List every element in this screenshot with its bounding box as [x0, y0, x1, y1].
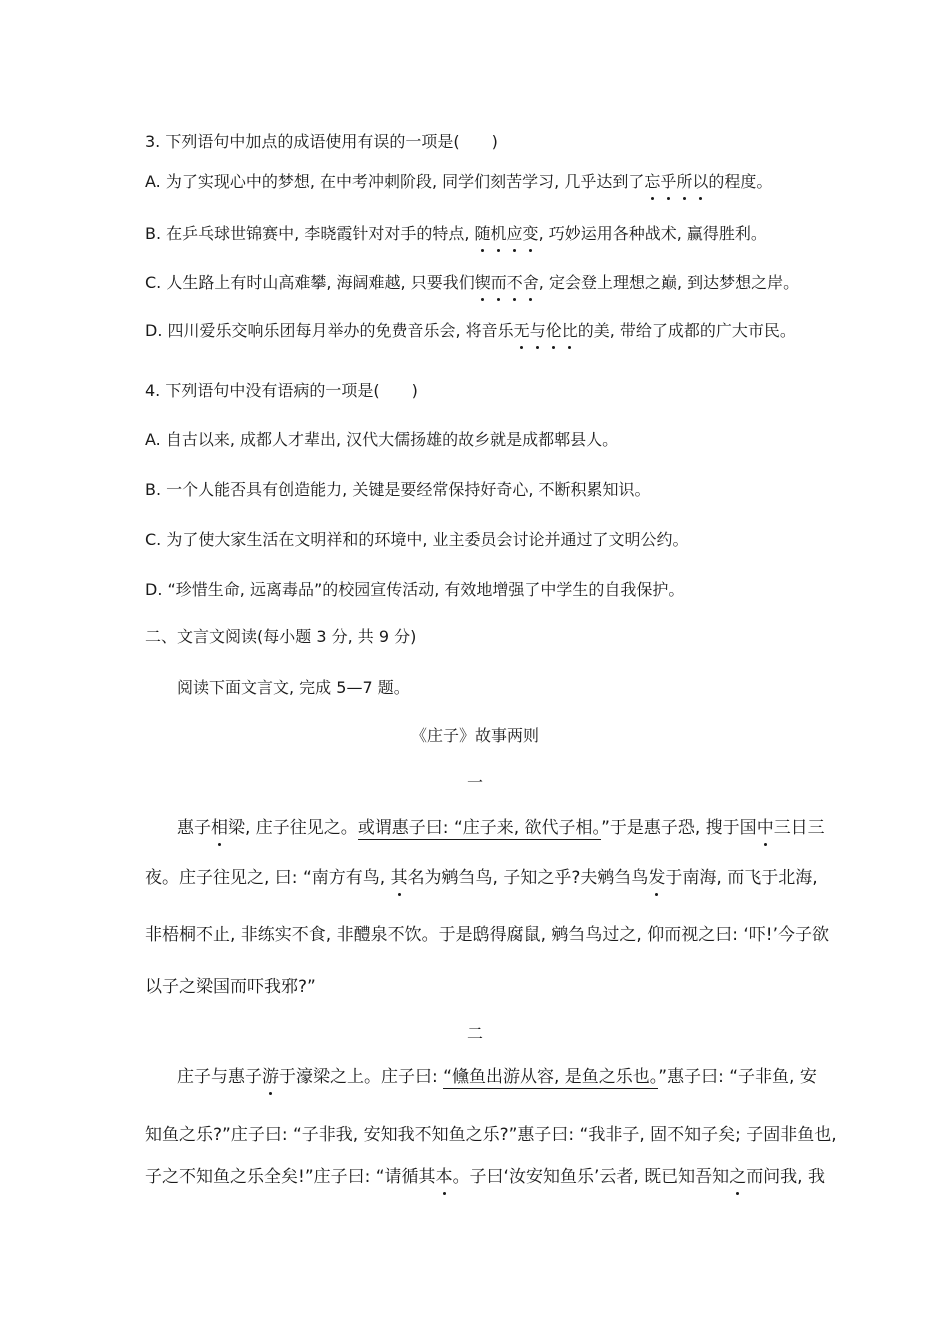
underlined-sentence: 或谓惠子曰: “庄子来, 欲代子相。: [357, 818, 602, 838]
reading-instruction: 阅读下面文言文, 完成 5—7 题。: [177, 678, 410, 697]
q4-option-b: B. 一个人能否具有创造能力, 关键是要经常保持好奇心, 不断积累知识。: [145, 480, 651, 499]
passage-title: 《庄子》故事两则: [410, 726, 539, 745]
q4-stem: 4. 下列语句中没有语病的一项是( ): [145, 381, 418, 400]
q3-stem: 3. 下列语句中加点的成语使用有误的一项是( ): [145, 132, 498, 151]
story-two-line-2: 知鱼之乐?”庄子曰: “子非我, 安知我不知鱼之乐?”惠子曰: “我非子, 固不知子矣; 子固非鱼也,: [145, 1125, 837, 1145]
underlined-sentence: “儵鱼出游从容, 是鱼之乐也。: [443, 1067, 659, 1087]
story-two-numeral: 二: [466, 1024, 483, 1043]
q4-option-d: D. “珍惜生命, 远离毒品”的校园宣传活动, 有效地增强了中学生的自我保护。: [145, 580, 685, 599]
q3-option-a: A. 为了实现心中的梦想, 在中考冲刺阶段, 同学们刻苦学习, 几乎达到了忘乎所以的程度。: [145, 172, 773, 191]
story-two-line-1: 庄子与惠子游于濠梁之上。庄子曰: “儵鱼出游从容, 是鱼之乐也。”惠子曰: “子非鱼, 安: [177, 1067, 817, 1087]
story-one-line-4: 以子之梁国而吓我邪?”: [145, 977, 316, 997]
story-one-numeral: 一: [466, 773, 483, 792]
story-one-line-2: 夜。庄子往见之, 曰: “南方有鸟, 其名为鹓刍鸟, 子知之乎?夫鹓刍鸟发于南海, 而飞于北海,: [145, 868, 818, 888]
q4-option-a: A. 自古以来, 成都人才辈出, 汉代大儒扬雄的故乡就是成都郫县人。: [145, 430, 619, 449]
section-heading: 二、文言文阅读(每小题 3 分, 共 9 分): [145, 627, 417, 646]
story-one-line-3: 非梧桐不止, 非练实不食, 非醴泉不饮。于是鸱得腐鼠, 鹓刍鸟过之, 仰而视之曰: ‘吓!’今子欲: [145, 925, 829, 945]
story-two-line-3: 子之不知鱼之乐全矣!”庄子曰: “请循其本。子曰‘汝安知鱼乐’云者, 既已知吾知之而问我, 我: [145, 1167, 825, 1187]
q3-option-d: D. 四川爱乐交响乐团每月举办的免费音乐会, 将音乐无与伦比的美, 带给了成都的广大市民。: [145, 321, 796, 340]
q3-option-b: B. 在乒乓球世锦赛中, 李晓霞针对对手的特点, 随机应变, 巧妙运用各种战术, 赢得胜利。: [145, 224, 767, 243]
story-one-line-1: 惠子相梁, 庄子往见之。或谓惠子曰: “庄子来, 欲代子相。”于是惠子恐, 搜于国中三日三: [177, 818, 825, 838]
q4-option-c: C. 为了使大家生活在文明祥和的环境中, 业主委员会讨论并通过了文明公约。: [145, 530, 689, 549]
q3-option-c: C. 人生路上有时山高难攀, 海阔难越, 只要我们锲而不舍, 定会登上理想之巅, 到达梦想之岸。: [145, 273, 800, 292]
